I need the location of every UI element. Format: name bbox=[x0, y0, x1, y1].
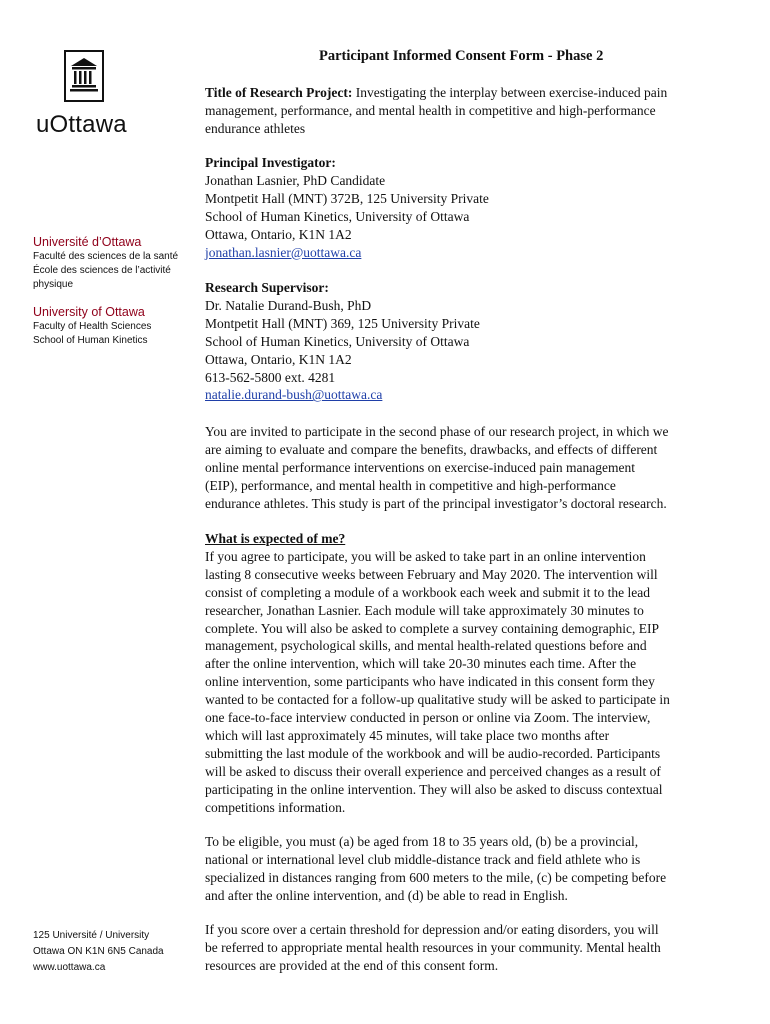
paragraph-line: online intervention, some participants who have indicated in this consent form they bbox=[205, 674, 655, 690]
french-faculty: Faculté des sciences de la santé bbox=[33, 251, 179, 262]
english-faculty: Faculty of Health Sciences bbox=[33, 321, 152, 332]
paragraph-line: management, psychological skills, and mental health-related questions before and bbox=[205, 638, 647, 654]
logo-wordmark: uOttawa bbox=[36, 111, 127, 138]
paragraph-line: If you score over a certain threshold for depression and/or eating disorders, you will bbox=[205, 922, 659, 937]
research-title-text: Investigating the interplay between exercise-induced pain bbox=[352, 85, 668, 100]
paragraph-line: online mental performance interventions on exercise-induced pain management bbox=[205, 459, 635, 475]
paragraph-line: national or international level club middle-distance track and field athlete who is bbox=[205, 851, 641, 867]
research-title-text: endurance athletes bbox=[205, 120, 306, 136]
intro-paragraph bbox=[205, 423, 730, 513]
paragraph-line: If you agree to participate, you will be asked to take part in an online intervention bbox=[205, 548, 646, 564]
french-school-line2: physique bbox=[33, 279, 74, 290]
address-line: 125 Université / University bbox=[33, 930, 150, 941]
paragraph-line: participating in the online intervention. They will also be asked to discuss contextual bbox=[205, 781, 663, 797]
supervisor-email-link[interactable]: natalie.durand-bush@uottawa.ca bbox=[205, 387, 383, 403]
address-line: Ottawa ON K1N 6N5 Canada bbox=[33, 946, 164, 957]
paragraph-line: To be eligible, you must (a) be aged from 18 to 35 years old, (b) be a provincial, bbox=[205, 834, 639, 849]
research-supervisor-block bbox=[205, 279, 730, 404]
sidebar bbox=[0, 0, 200, 1024]
expectations-heading: What is expected of me? bbox=[205, 531, 346, 546]
threshold-paragraph bbox=[205, 921, 730, 975]
paragraph-line: resources are provided at the end of this consent form. bbox=[205, 957, 499, 973]
english-affiliation bbox=[33, 304, 151, 348]
english-university-name: University of Ottawa bbox=[33, 305, 145, 319]
research-title-block bbox=[205, 84, 730, 138]
website-url[interactable]: www.uottawa.ca bbox=[33, 962, 106, 973]
paragraph-line: lasting 8 consecutive weeks between February and May 2020. The intervention will bbox=[205, 566, 658, 582]
paragraph-line: be referred to appropriate mental health resources in your community. Mental health bbox=[205, 939, 661, 955]
pi-line: Montpetit Hall (MNT) 372B, 125 University Private bbox=[205, 190, 489, 206]
paragraph-line: endurance athletes. This study is part of the principal investigator’s doctoral research. bbox=[205, 495, 667, 511]
form-title: Participant Informed Consent Form - Phase 2 bbox=[319, 48, 604, 64]
paragraph-line: competitions information. bbox=[205, 799, 346, 815]
pi-line: Ottawa, Ontario, K1N 1A2 bbox=[205, 226, 352, 242]
research-title-label: Title of Research Project: bbox=[205, 85, 353, 100]
principal-investigator-block bbox=[205, 154, 730, 261]
supervisor-line: School of Human Kinetics, University of Ottawa bbox=[205, 333, 470, 349]
paragraph-line: wanted to be contacted for a follow-up qualitative study will be asked to participate in bbox=[205, 692, 670, 708]
supervisor-line: Montpetit Hall (MNT) 369, 125 University Private bbox=[205, 315, 480, 331]
french-school-line1: École des sciences de l’activité bbox=[33, 265, 171, 276]
paragraph-line: You are invited to participate in the second phase of our research project, in which we bbox=[205, 424, 669, 439]
paragraph-line: complete. You will also be asked to complete a survey containing demographic, EIP bbox=[205, 620, 660, 636]
paragraph-line: (EIP), performance, and mental health in competitive and high-performance bbox=[205, 477, 616, 493]
supervisor-line: Dr. Natalie Durand-Bush, PhD bbox=[205, 297, 372, 313]
paragraph-line: one face-to-face interview conducted in person or online via Zoom. The interview, bbox=[205, 710, 651, 726]
paragraph-line: submitting the last module of the workbook and will be audio-recorded. Participants bbox=[205, 745, 661, 761]
pi-line: School of Human Kinetics, University of Ottawa bbox=[205, 208, 470, 224]
french-university-name: Université d’Ottawa bbox=[33, 235, 142, 249]
paragraph-line: researcher, Jonathan Lasnier. Each module will take approximately 30 minutes to bbox=[205, 602, 644, 618]
paragraph-line: consist of completing a module of a workbook each week and submit it to the lead bbox=[205, 584, 651, 600]
research-title-text: management, performance, and mental health in competitive and high-performance bbox=[205, 102, 656, 118]
expectations-section bbox=[205, 530, 730, 817]
university-address bbox=[33, 928, 164, 976]
french-affiliation bbox=[33, 234, 178, 292]
pi-email-link[interactable]: jonathan.lasnier@uottawa.ca bbox=[205, 244, 362, 260]
english-school: School of Human Kinetics bbox=[33, 335, 148, 346]
supervisor-line: 613-562-5800 ext. 4281 bbox=[205, 369, 336, 385]
research-supervisor-heading: Research Supervisor: bbox=[205, 280, 329, 295]
paragraph-line: and after the online intervention, and (d) be able to read in English. bbox=[205, 887, 568, 903]
paragraph-line: which will last approximately 45 minutes, will take place two months after bbox=[205, 727, 610, 743]
supervisor-line: Ottawa, Ontario, K1N 1A2 bbox=[205, 351, 352, 367]
paragraph-line: specialized in distances ranging from 600 meters to the mile, (c) be competing before bbox=[205, 869, 667, 885]
principal-investigator-heading: Principal Investigator: bbox=[205, 155, 336, 170]
paragraph-line: will be asked to discuss their overall experience and perceived changes as a result of bbox=[205, 763, 661, 779]
eligibility-paragraph bbox=[205, 833, 730, 905]
university-building-icon bbox=[64, 50, 104, 102]
pi-line: Jonathan Lasnier, PhD Candidate bbox=[205, 172, 386, 188]
paragraph-line: are aiming to evaluate and compare the benefits, drawbacks, and effects of different bbox=[205, 441, 658, 457]
paragraph-line: after the online intervention, which will take 20-30 minutes each time. After the bbox=[205, 656, 637, 672]
